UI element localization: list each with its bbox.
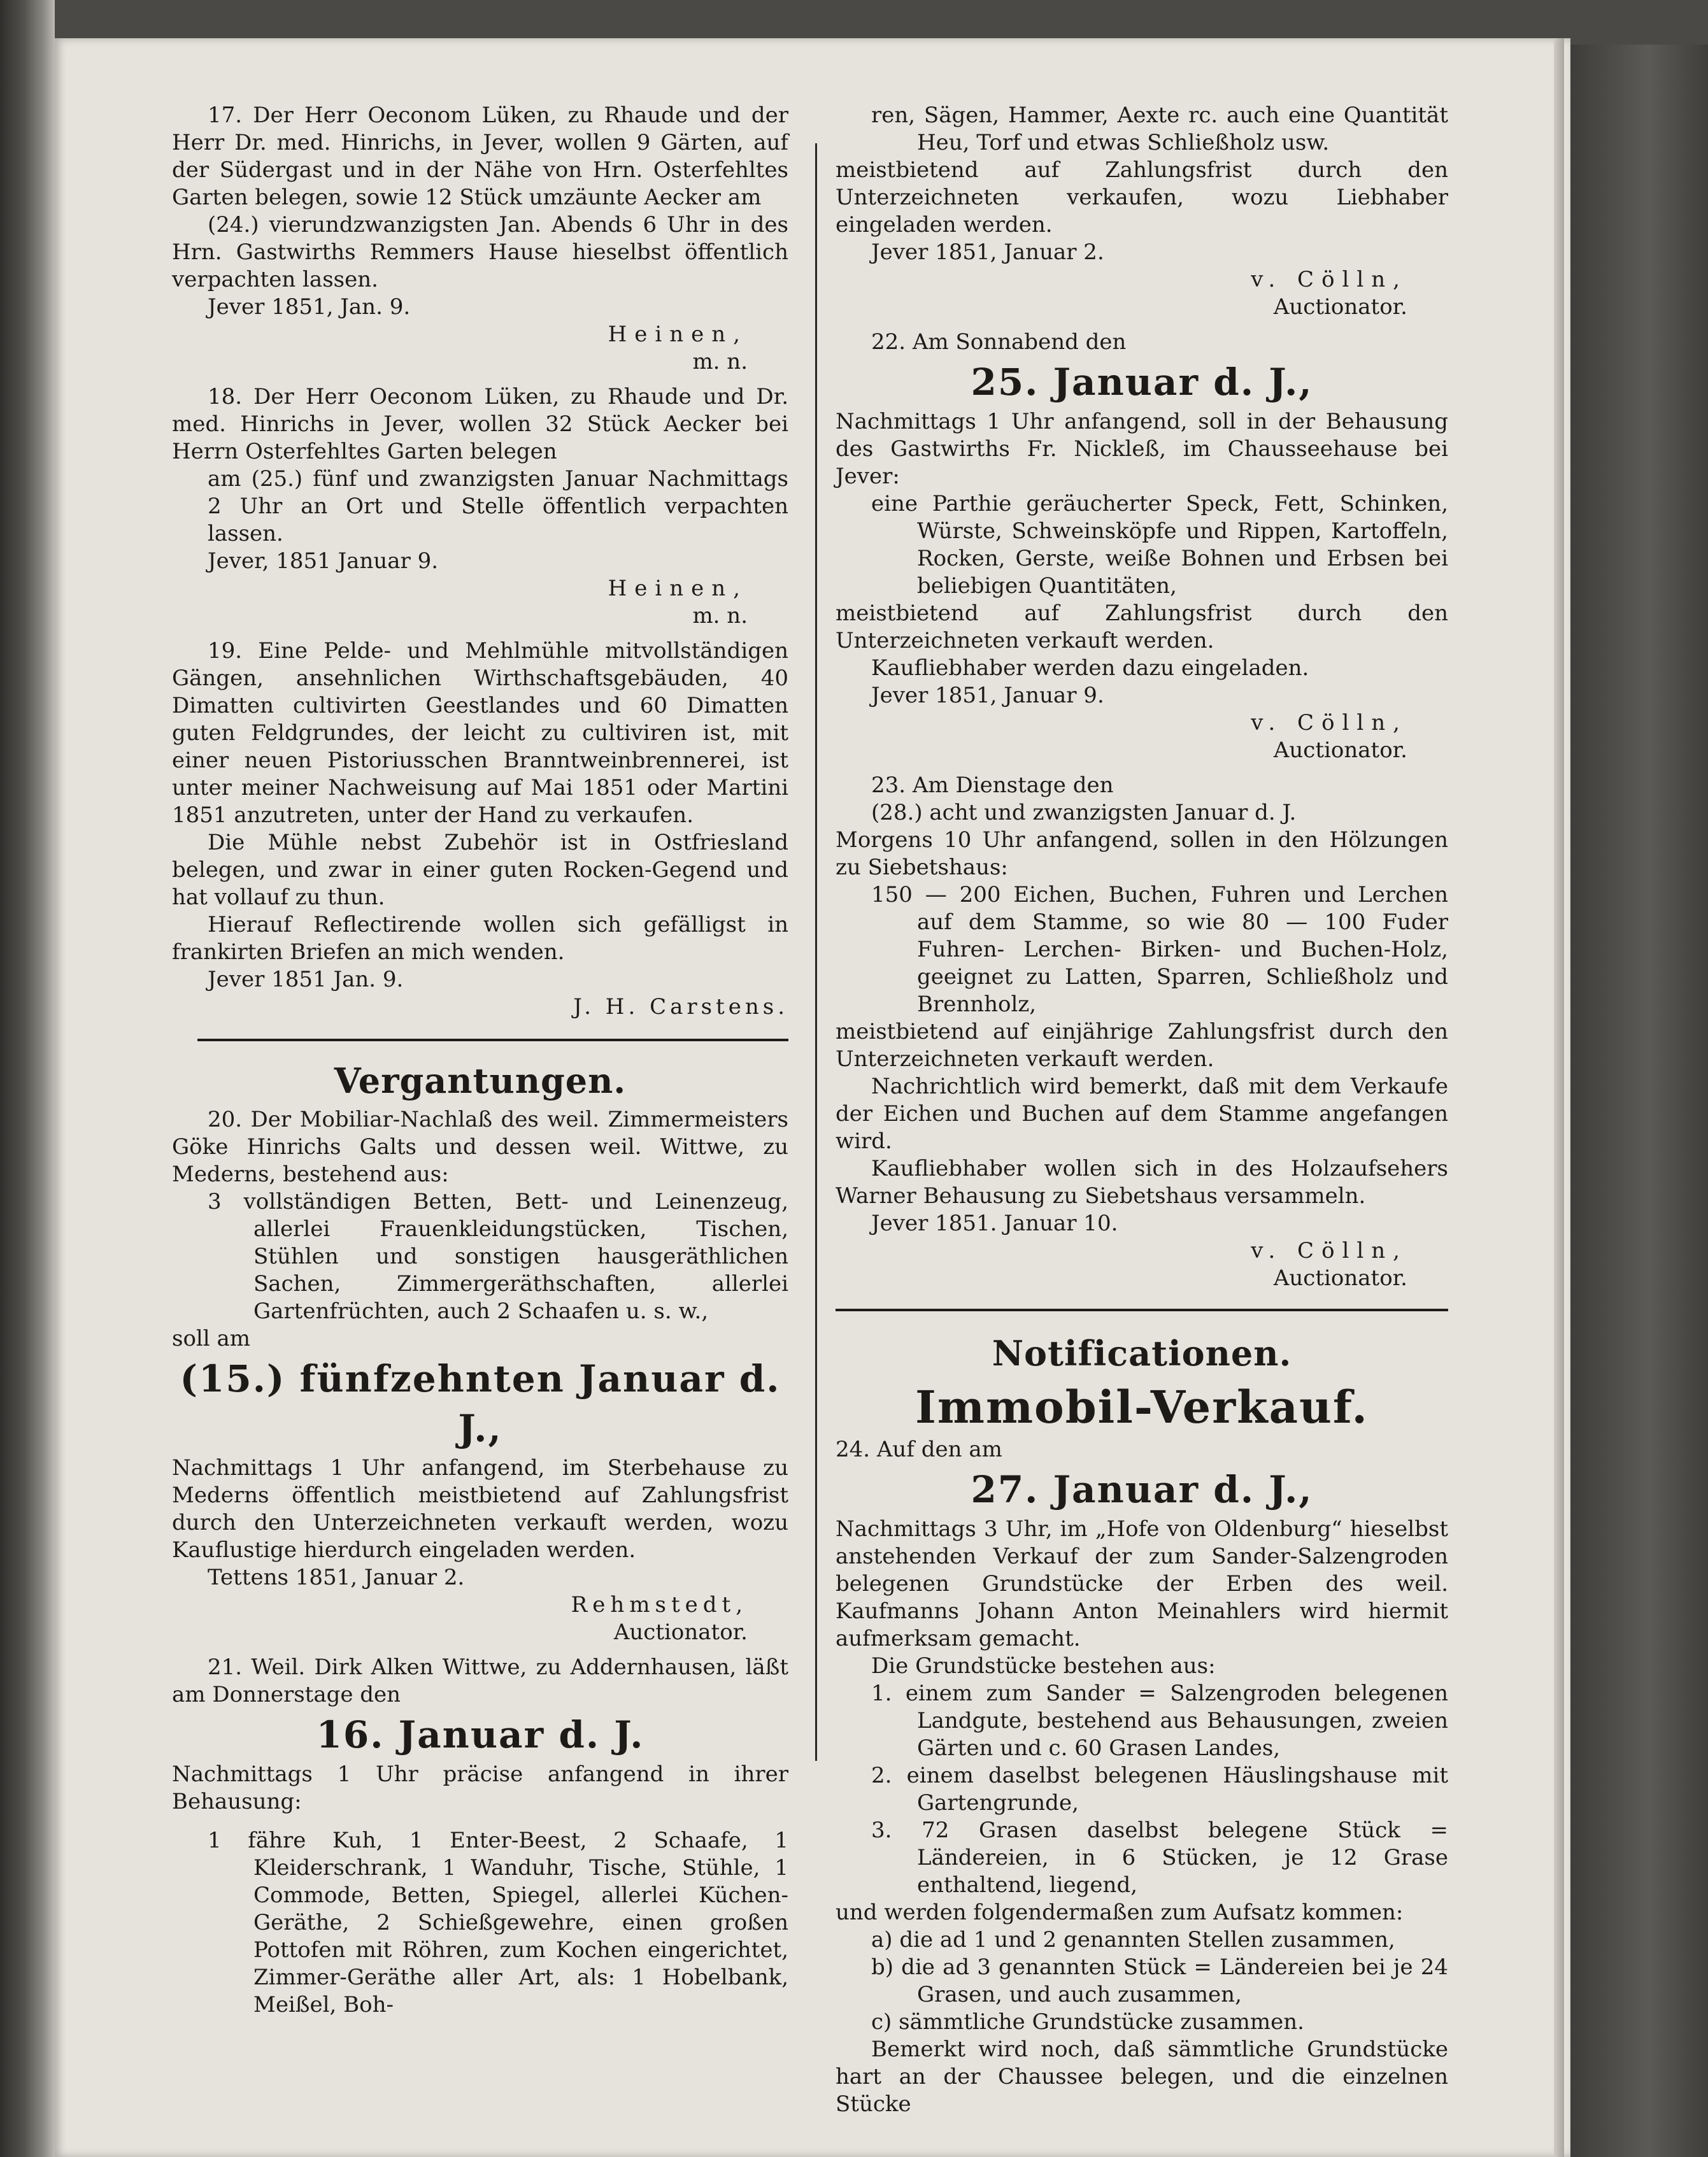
notice-text: am (25.) fünf und zwanzigsten Januar Nachmittags 2 Uhr an Ort und Stelle öffentlich verpachten lassen.	[208, 466, 788, 546]
notice-text: Nachmittags 1 Uhr anfangend, im Sterbehause zu Mederns öffentlich meistbietend auf Zahlungsfrist durch den Unterzeichneten verkauft werden, wozu Kauflustige hierdurch eingeladen werden.	[172, 1455, 788, 1563]
notice-text: Kaufliebhaber wollen sich in des Holzaufsehers Warner Behausung zu Siebetshaus versammeln.	[836, 1156, 1448, 1209]
section-subtitle: Immobil-Verkauf.	[915, 1381, 1369, 1434]
notice-date: Jever, 1851 Januar 9.	[208, 548, 439, 574]
notice-17	[172, 102, 788, 376]
notice-text: 17. Der Herr Oeconom Lüken, zu Rhaude und der Herr Dr. med. Hinrichs, in Jever, wollen 9 Gärten, auf der Südergast und in der Nähe von Hrn. Osterfehltes Garten belegen, sowie 12 Stück umzäunte Aecker am	[172, 103, 788, 210]
section-rule	[197, 1039, 788, 1041]
notice-text: 22. Am Sonnabend den	[871, 329, 1127, 355]
notice-20	[172, 1106, 788, 1646]
list-item: 2. einem daselbst belegenen Häuslingshause mit Gartengrunde,	[871, 1763, 1448, 1816]
section-title: Notificationen.	[992, 1333, 1292, 1374]
list-item: b) die ad 3 genannten Stück = Ländereien bei je 24 Grasen, und auch zusammen,	[871, 1954, 1448, 2007]
item-list: 3 vollständigen Betten, Bett- und Leinenzeug, allerlei Frauenkleidungstücken, Tischen, Stühlen und sonstigen hausgeräthlichen Sachen, Zimmergeräthschaften, allerlei Gartenfrüchten, auch 2 Schaafen u. s. w.,	[208, 1189, 788, 1324]
notice-text: und werden folgendermaßen zum Aufsatz kommen:	[836, 1900, 1404, 1925]
signature: v. Cölln,	[1251, 267, 1407, 292]
notice-text: Nachmittags 1 Uhr anfangend, soll in der Behausung des Gastwirths Fr. Nickleß, im Chausseehause bei Jever:	[836, 409, 1448, 489]
signature: v. Cölln,	[1251, 1238, 1407, 1264]
book-cover-edge	[1560, 45, 1708, 2157]
notice-text: meistbietend auf Zahlungsfrist durch den Unterzeichneten verkauft werden.	[836, 601, 1448, 653]
notice-date: Jever 1851, Januar 2.	[871, 239, 1104, 265]
signature-title: Auctionator.	[613, 1620, 748, 1645]
notice-text: meistbietend auf Zahlungsfrist durch den Unterzeichneten verkaufen, wozu Liebhaber eingeladen werden.	[836, 157, 1448, 238]
notice-23	[836, 772, 1448, 1292]
signature-title: Auctionator.	[1273, 1265, 1407, 1291]
section-rule	[836, 1309, 1448, 1311]
list-item: c) sämmtliche Grundstücke zusammen.	[871, 2009, 1304, 2035]
notice-text: Hierauf Reflectirende wollen sich gefälligst in frankirten Briefen an mich wenden.	[172, 912, 788, 965]
column-divider	[815, 143, 817, 1761]
signature: v. Cölln,	[1251, 710, 1407, 736]
auction-date: 25. Januar d. J.,	[971, 360, 1313, 404]
notice-text: Kaufliebhaber werden dazu eingeladen.	[871, 655, 1309, 681]
notice-date: Jever 1851 Jan. 9.	[208, 967, 404, 992]
notice-date: Tettens 1851, Januar 2.	[208, 1565, 465, 1590]
auction-date: (15.) fünfzehnten Januar d. J.,	[180, 1357, 781, 1450]
left-column	[172, 102, 788, 2026]
notice-text: Bemerkt wird noch, daß sämmtliche Grundstücke hart an der Chaussee belegen, und die einzelnen Stücke	[836, 2037, 1448, 2117]
signature-title: Auctionator.	[1273, 294, 1407, 320]
section-title: Vergantungen.	[334, 1060, 627, 1101]
signature-title: m. n.	[692, 603, 748, 629]
notice-text: soll am	[172, 1326, 250, 1351]
notice-date: Jever 1851, Januar 9.	[871, 683, 1104, 708]
notice-text: Die Grundstücke bestehen aus:	[871, 1653, 1216, 1679]
notice-text: 21. Weil. Dirk Alken Wittwe, zu Addernhausen, läßt am Donnerstage den	[172, 1655, 788, 1707]
item-list: 1 fähre Kuh, 1 Enter-Beest, 2 Schaafe, 1 Kleiderschrank, 1 Wanduhr, Tische, Stühle, 1 Commode, Betten, Spiegel, allerlei Küchen-Geräthe, 2 Schießgewehre, einen großen Pottofen mit Röhren, zum Kochen eingerichtet, Zimmer-Geräthe aller Art, als: 1 Hobelbank, Meißel, Boh-	[208, 1828, 788, 2018]
notice-text: Nachmittags 3 Uhr, im „Hofe von Oldenburg“ hieselbst anstehenden Verkauf der zum Sander-Salzengroden belegenen Grundstücke der Erben des weil. Kaufmanns Johann Anton Meinahlers wird hiermit aufmerksam gemacht.	[836, 1516, 1448, 1651]
notice-text: Die Mühle nebst Zubehör ist in Ostfriesland belegen, und zwar in einer guten Rocken-Gegend und hat vollauf zu thun.	[172, 830, 788, 910]
notice-date: Jever 1851. Januar 10.	[871, 1211, 1118, 1236]
right-column	[836, 102, 1448, 2126]
notice-24	[836, 1436, 1448, 2118]
list-item: 1. einem zum Sander = Salzengroden belegenen Landgute, bestehend aus Behausungen, zweien Gärten und c. 60 Grasen Landes,	[871, 1681, 1448, 1761]
notice-text: 19. Eine Pelde- und Mehlmühle mitvollständigen Gängen, ansehnlichen Wirthschaftsgebäuden, 40 Dimatten cultivirten Geestlandes und 60 Dimatten guten Feldgrundes, der leicht zu cultiviren ist, mit einer neuen Pistoriusschen Branntweinbrennerei, ist unter meiner Nachweisung auf Mai 1851 oder Martini 1851 anzutreten, unter der Hand zu verkaufen.	[172, 638, 788, 828]
signature: Heinen,	[608, 576, 748, 601]
signature-title: m. n.	[692, 349, 748, 374]
notice-22	[836, 329, 1448, 764]
notice-19	[172, 637, 788, 1021]
notice-text: 20. Der Mobiliar-Nachlaß des weil. Zimmermeisters Göke Hinrichs Galts und dessen weil. Wittwe, zu Mederns, bestehend aus:	[172, 1107, 788, 1187]
notice-text: Nachmittags 1 Uhr präcise anfangend in ihrer Behausung:	[172, 1762, 788, 1814]
item-list: ren, Sägen, Hammer, Aexte rc. auch eine Quantität Heu, Torf und etwas Schließholz usw.	[871, 103, 1448, 155]
book-binding	[0, 0, 55, 2157]
auction-date: 27. Januar d. J.,	[971, 1468, 1313, 1511]
item-list: 150 — 200 Eichen, Buchen, Fuhren und Lerchen auf dem Stamme, so wie 80 — 100 Fuder Fuhren- Lerchen- Birken- und Buchen-Holz, geeignet zu Latten, Sparren, Schließholz und Brennholz,	[871, 882, 1448, 1017]
signature: Heinen,	[608, 322, 748, 347]
notice-text: (24.) vierundzwanzigsten Jan. Abends 6 Uhr in des Hrn. Gastwirths Remmers Hause hieselbst öffentlich verpachten lassen.	[172, 212, 788, 292]
notice-text: (28.) acht und zwanzigsten Januar d. J.	[871, 800, 1297, 825]
notice-text: 24. Auf den am	[836, 1437, 1002, 1462]
notice-18	[172, 383, 788, 630]
notice-text: 23. Am Dienstage den	[871, 772, 1114, 798]
page-edge	[1554, 38, 1564, 2157]
auction-date: 16. Januar d. J.	[316, 1713, 644, 1756]
notice-date: Jever 1851, Jan. 9.	[208, 294, 411, 320]
signature: Rehmstedt,	[571, 1592, 748, 1618]
notice-text: Morgens 10 Uhr anfangend, sollen in den Hölzungen zu Siebetshaus:	[836, 827, 1448, 880]
signature: J. H. Carstens.	[573, 994, 788, 1020]
notice-21	[172, 1654, 788, 2019]
notice-21-continued	[836, 102, 1448, 321]
notice-text: 18. Der Herr Oeconom Lüken, zu Rhaude und Dr. med. Hinrichs in Jever, wollen 32 Stück Aecker bei Herrn Osterfehltes Garten belegen	[172, 384, 788, 464]
signature-title: Auctionator.	[1273, 737, 1407, 763]
item-list: eine Parthie geräucherter Speck, Fett, Schinken, Würste, Schweinsköpfe und Rippen, Kartoffeln, Rocken, Gerste, weiße Bohnen und Erbsen bei beliebigen Quantitäten,	[871, 491, 1448, 599]
notice-text: Nachrichtlich wird bemerkt, daß mit dem Verkaufe der Eichen und Buchen auf dem Stamme angefangen wird.	[836, 1074, 1448, 1154]
notice-text: meistbietend auf einjährige Zahlungsfrist durch den Unterzeichneten verkauft werden.	[836, 1019, 1448, 1072]
list-item: a) die ad 1 und 2 genannten Stellen zusammen,	[871, 1927, 1395, 1953]
list-item: 3. 72 Grasen daselbst belegene Stück = Ländereien, in 6 Stücken, je 12 Grase enthaltend, liegend,	[871, 1818, 1448, 1898]
